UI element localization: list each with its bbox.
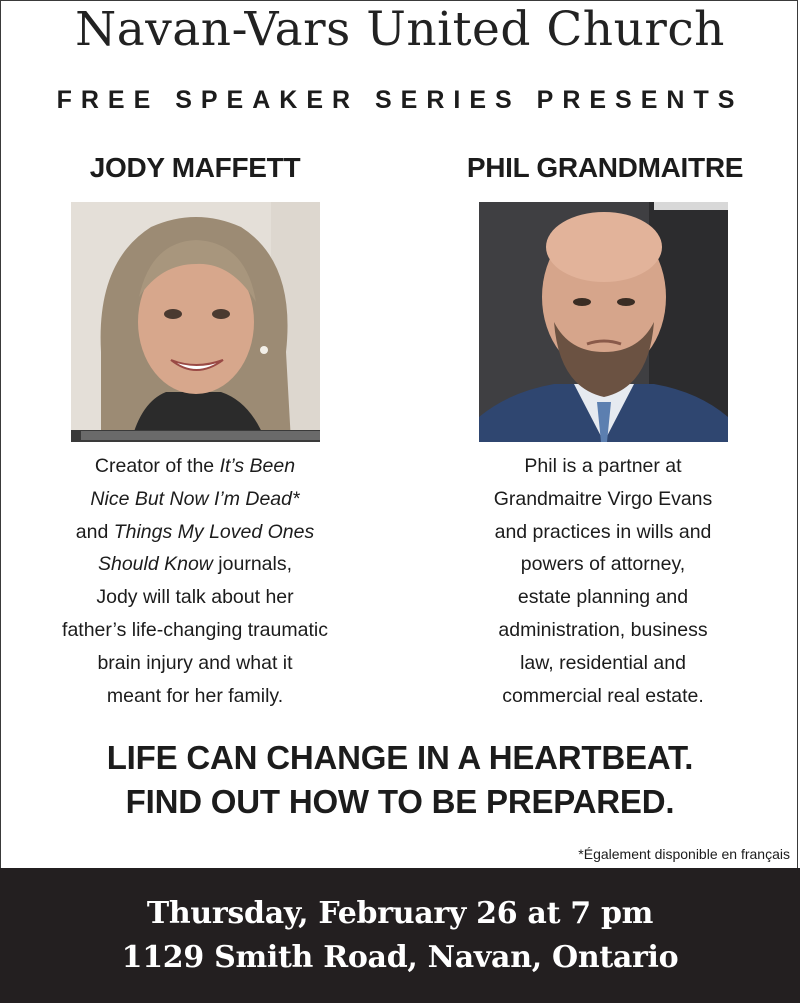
speaker-photo-jody <box>71 202 320 442</box>
speaker-bio-jody <box>0 450 395 712</box>
bio-line: Creator of the It’s Been <box>94 455 296 477</box>
event-footer <box>0 868 800 1003</box>
bio-line: Should Know journals, <box>97 553 293 576</box>
event-date-time: Thursday, February 26 at 7 pm <box>146 896 654 931</box>
bio-line: estate planning and <box>517 586 689 609</box>
speaker-photo-phil <box>479 202 728 442</box>
tagline-line-2: FIND OUT HOW TO BE PREPARED. <box>125 783 675 820</box>
speaker-bio-phil <box>403 450 800 712</box>
bio-line: father’s life-changing traumatic <box>62 618 328 641</box>
bio-line: meant for her family. <box>106 684 284 707</box>
bio-line: Nice But Now I’m Dead* <box>90 487 300 510</box>
tagline-line-1: LIFE CAN CHANGE IN A HEARTBEAT. <box>106 739 694 776</box>
bio-line: law, residential and <box>520 651 686 674</box>
speaker-name-jody: JODY MAFFETT <box>89 152 301 183</box>
series-label: FREE SPEAKER SERIES PRESENTS <box>56 86 744 114</box>
bio-line: Phil is a partner at <box>524 455 682 477</box>
bio-line: powers of attorney, <box>520 553 686 576</box>
bio-line: administration, business <box>498 618 708 641</box>
bio-line: Jody will talk about her <box>96 586 294 609</box>
event-address: 1129 Smith Road, Navan, Ontario <box>121 940 679 975</box>
bio-line: Grandmaitre Virgo Evans <box>493 487 713 510</box>
church-title: Navan-Vars United Church <box>75 2 725 57</box>
bio-line: brain injury and what it <box>97 651 293 674</box>
french-availability-note: *Également disponible en français <box>578 846 790 862</box>
bio-line: and practices in wills and <box>494 520 712 543</box>
bio-line: commercial real estate. <box>502 684 704 707</box>
speaker-name-phil: PHIL GRANDMAITRE <box>466 152 744 183</box>
bio-line: and Things My Loved Ones <box>75 520 315 543</box>
